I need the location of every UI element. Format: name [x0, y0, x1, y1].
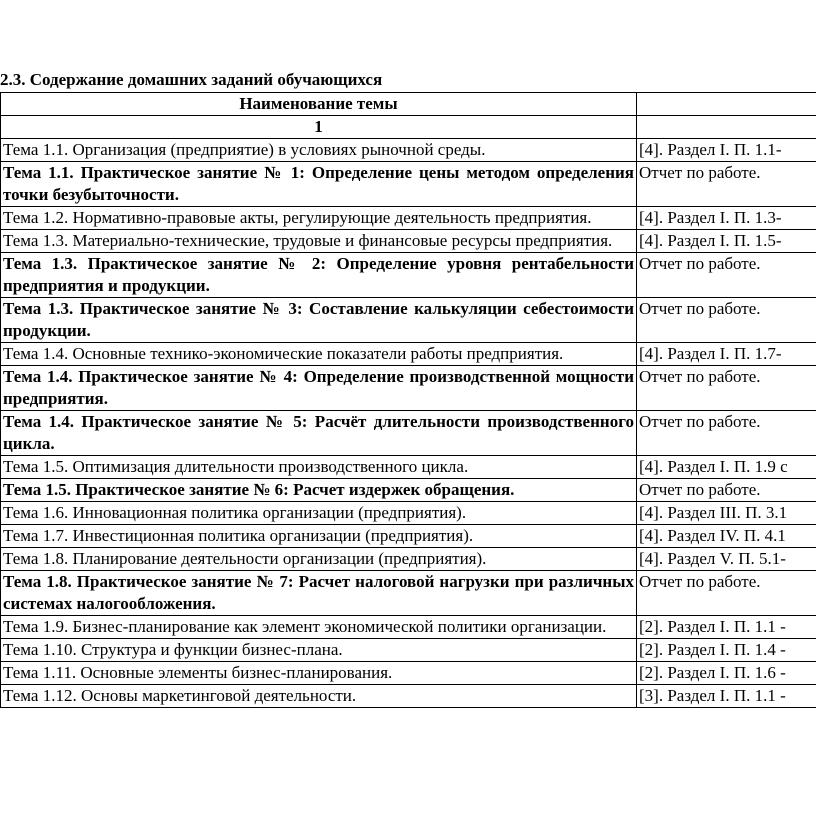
table-row — [1, 230, 816, 253]
table-row — [1, 366, 816, 411]
table-row — [1, 253, 816, 298]
topic-cell: Тема 1.3. Практическое занятие № 2: Определение уровня рентабельности предприятия и продукции. — [1, 253, 637, 298]
table-row — [1, 139, 816, 162]
topic-cell: Тема 1.3. Практическое занятие № 3: Составление калькуляции себестоимости продукции. — [1, 298, 637, 343]
topic-cell: Тема 1.12. Основы маркетинговой деятельности. — [1, 685, 637, 708]
table-row — [1, 662, 816, 685]
source-cell: [2]. Раздел I. П. 1.6 - — [637, 662, 816, 685]
topic-cell: Тема 1.4. Основные технико-экономические показатели работы предприятия. — [1, 343, 637, 366]
source-cell: [4]. Раздел III. П. 3.1 — [637, 502, 816, 525]
source-cell: [3]. Раздел I. П. 1.1 - — [637, 685, 816, 708]
source-cell: [4]. Раздел I. П. 1.5- — [637, 230, 816, 253]
table-row — [1, 502, 816, 525]
topic-cell: Тема 1.5. Оптимизация длительности производственного цикла. — [1, 456, 637, 479]
source-cell: [4]. Раздел I. П. 1.1- — [637, 139, 816, 162]
source-cell: [2]. Раздел I. П. 1.4 - — [637, 639, 816, 662]
header-topic-cell: Наименование темы — [1, 93, 637, 116]
table-row — [1, 298, 816, 343]
table-header-row — [1, 93, 816, 116]
source-cell: [4]. Раздел I. П. 1.3- — [637, 207, 816, 230]
source-cell: [4]. Раздел V. П. 5.1- — [637, 548, 816, 571]
table-row — [1, 639, 816, 662]
table-row — [1, 685, 816, 708]
header-source-cell — [637, 93, 816, 116]
table-row — [1, 162, 816, 207]
table-row — [1, 343, 816, 366]
source-cell: Отчет по работе. — [637, 479, 816, 502]
column-number-cell-2 — [637, 116, 816, 139]
source-cell: Отчет по работе. — [637, 411, 816, 456]
topic-cell: Тема 1.8. Практическое занятие № 7: Расчет налоговой нагрузки при различных системах налогообложения. — [1, 571, 637, 616]
topic-cell: Тема 1.4. Практическое занятие № 5: Расчёт длительности производственного цикла. — [1, 411, 637, 456]
topic-cell: Тема 1.10. Структура и функции бизнес-плана. — [1, 639, 637, 662]
column-number-cell: 1 — [1, 116, 637, 139]
topic-cell: Тема 1.7. Инвестиционная политика организации (предприятия). — [1, 525, 637, 548]
table-row — [1, 525, 816, 548]
topic-cell: Тема 1.11. Основные элементы бизнес-планирования. — [1, 662, 637, 685]
source-cell: [4]. Раздел IV. П. 4.1 — [637, 525, 816, 548]
source-cell: [2]. Раздел I. П. 1.1 - — [637, 616, 816, 639]
source-cell: Отчет по работе. — [637, 298, 816, 343]
table-row — [1, 207, 816, 230]
source-cell: [4]. Раздел I. П. 1.7- — [637, 343, 816, 366]
topic-cell: Тема 1.8. Планирование деятельности организации (предприятия). — [1, 548, 637, 571]
source-cell: [4]. Раздел I. П. 1.9 с — [637, 456, 816, 479]
table-row — [1, 479, 816, 502]
table-row — [1, 456, 816, 479]
section-title: 2.3. Содержание домашних заданий обучающихся — [0, 70, 383, 89]
source-cell: Отчет по работе. — [637, 162, 816, 207]
table-row — [1, 616, 816, 639]
homework-table — [0, 92, 816, 708]
topic-cell: Тема 1.1. Практическое занятие № 1: Определение цены методом определения точки безубыточности. — [1, 162, 637, 207]
table-row — [1, 411, 816, 456]
topic-cell: Тема 1.4. Практическое занятие № 4: Определение производственной мощности предприятия. — [1, 366, 637, 411]
topic-cell: Тема 1.2. Нормативно-правовые акты, регулирующие деятельность предприятия. — [1, 207, 637, 230]
column-number-row — [1, 116, 816, 139]
topic-cell: Тема 1.9. Бизнес-планирование как элемент экономической политики организации. — [1, 616, 637, 639]
table-row — [1, 571, 816, 616]
topic-cell: Тема 1.3. Материально-технические, трудовые и финансовые ресурсы предприятия. — [1, 230, 637, 253]
topic-cell: Тема 1.1. Организация (предприятие) в условиях рыночной среды. — [1, 139, 637, 162]
table-row — [1, 548, 816, 571]
source-cell: Отчет по работе. — [637, 366, 816, 411]
source-cell: Отчет по работе. — [637, 571, 816, 616]
source-cell: Отчет по работе. — [637, 253, 816, 298]
topic-cell: Тема 1.5. Практическое занятие № 6: Расчет издержек обращения. — [1, 479, 637, 502]
topic-cell: Тема 1.6. Инновационная политика организации (предприятия). — [1, 502, 637, 525]
